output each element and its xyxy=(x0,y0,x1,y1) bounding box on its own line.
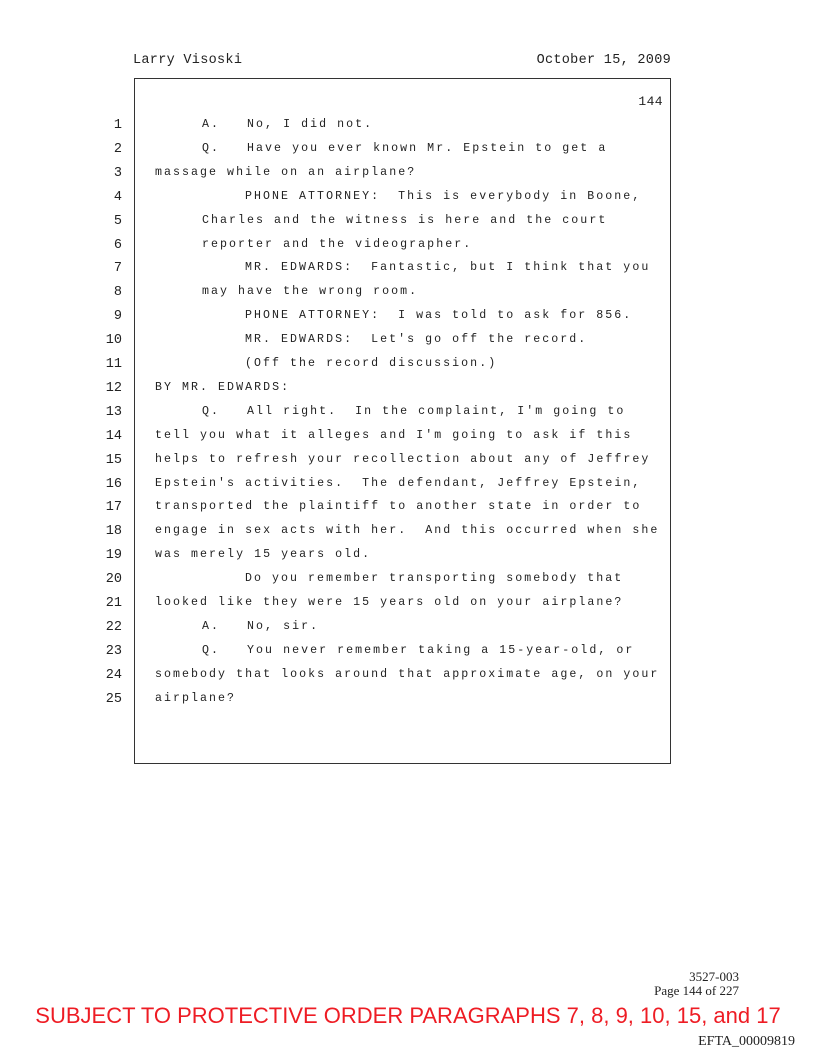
transcript-line xyxy=(0,306,816,330)
line-text: Charles and the witness is here and the court xyxy=(202,213,608,227)
line-number: 10 xyxy=(105,333,122,349)
transcript-line xyxy=(0,163,816,187)
line-text: looked like they were 15 years old on your airplane? xyxy=(155,596,624,609)
transcript-line xyxy=(0,115,816,139)
transcript-line xyxy=(0,282,816,306)
header-date: October 15, 2009 xyxy=(536,53,671,68)
line-number: 11 xyxy=(105,357,122,372)
line-number: 9 xyxy=(113,309,122,325)
line-text: massage while on an airplane? xyxy=(155,165,417,179)
line-text: Q. Have you ever known Mr. Epstein to get a xyxy=(202,141,608,155)
line-number: 2 xyxy=(113,141,122,157)
line-text: MR. EDWARDS: Let's go off the record. xyxy=(245,333,588,347)
line-text: engage in sex acts with her. And this occurred when she xyxy=(155,524,660,538)
transcript-line xyxy=(0,378,816,402)
line-number: 6 xyxy=(113,237,122,253)
line-number: 20 xyxy=(105,572,122,588)
line-text: may have the wrong room. xyxy=(202,285,419,299)
line-number: 24 xyxy=(105,667,122,683)
line-number: 23 xyxy=(105,643,122,659)
line-number: 15 xyxy=(105,452,122,468)
transcript-line xyxy=(0,330,816,354)
line-number: 22 xyxy=(105,619,122,635)
transcript-page-number: 144 xyxy=(638,94,663,109)
line-number: 14 xyxy=(105,428,122,444)
transcript-line xyxy=(0,665,816,689)
bates-number: EFTA_00009819 xyxy=(698,1034,795,1049)
footer-page-count: Page 144 of 227 xyxy=(654,983,739,998)
line-text: BY MR. EDWARDS: xyxy=(155,380,291,394)
line-number: 5 xyxy=(113,213,122,229)
line-text: PHONE ATTORNEY: This is everybody in Boone, xyxy=(245,189,642,203)
line-number: 21 xyxy=(105,596,122,611)
protective-order-notice: SUBJECT TO PROTECTIVE ORDER PARAGRAPHS 7, 8, 9, 10, 15, and 17 xyxy=(35,1003,781,1028)
transcript-line xyxy=(0,689,816,713)
line-number: 19 xyxy=(105,548,122,564)
line-number: 18 xyxy=(105,524,122,540)
transcript-line xyxy=(0,258,816,282)
line-text: Q. You never remember taking a 15-year-old, or xyxy=(202,643,635,657)
transcript-line xyxy=(0,617,816,641)
transcript-line xyxy=(0,641,816,665)
line-text: (Off the record discussion.) xyxy=(245,357,498,370)
line-text: helps to refresh your recollection about any of Jeffrey xyxy=(155,452,651,466)
transcript-line xyxy=(0,139,816,163)
line-number: 12 xyxy=(105,380,122,396)
line-number: 8 xyxy=(113,285,122,301)
transcript-line xyxy=(0,187,816,211)
line-number: 3 xyxy=(113,165,122,181)
transcript-line xyxy=(0,426,816,450)
line-text: was merely 15 years old. xyxy=(155,548,372,562)
line-number: 16 xyxy=(105,476,122,492)
line-text: airplane? xyxy=(155,691,237,705)
transcript-line xyxy=(0,235,816,259)
footer-document-code: 3527-003 xyxy=(689,969,739,984)
line-text: A. No, I did not. xyxy=(202,118,374,131)
line-text: somebody that looks around that approximate age, on your xyxy=(155,667,660,681)
transcript-line xyxy=(0,402,816,426)
transcript-line xyxy=(0,474,816,498)
line-text: Q. All right. In the complaint, I'm going to xyxy=(202,404,626,418)
line-text: reporter and the videographer. xyxy=(202,237,473,251)
line-number: 13 xyxy=(105,404,122,420)
transcript-line xyxy=(0,211,816,235)
transcript-line xyxy=(0,354,816,378)
line-number: 17 xyxy=(105,500,122,516)
transcript-line xyxy=(0,545,816,569)
line-number: 4 xyxy=(113,189,122,205)
line-text: A. No, sir. xyxy=(202,619,320,633)
transcript-line xyxy=(0,450,816,474)
line-text: tell you what it alleges and I'm going to ask if this xyxy=(155,428,633,442)
header-witness-name: Larry Visoski xyxy=(133,53,243,68)
line-text: MR. EDWARDS: Fantastic, but I think that you xyxy=(245,261,651,275)
line-number: 7 xyxy=(113,261,122,277)
transcript-line xyxy=(0,569,816,593)
line-number: 1 xyxy=(113,118,122,133)
line-text: PHONE ATTORNEY: I was told to ask for 856. xyxy=(245,309,633,323)
line-text: transported the plaintiff to another state in order to xyxy=(155,500,642,514)
transcript-line xyxy=(0,497,816,521)
transcript-line xyxy=(0,521,816,545)
line-text: Do you remember transporting somebody that xyxy=(245,572,624,586)
line-text: Epstein's activities. The defendant, Jeffrey Epstein, xyxy=(155,476,642,490)
transcript-line xyxy=(0,593,816,617)
line-number: 25 xyxy=(105,691,122,707)
